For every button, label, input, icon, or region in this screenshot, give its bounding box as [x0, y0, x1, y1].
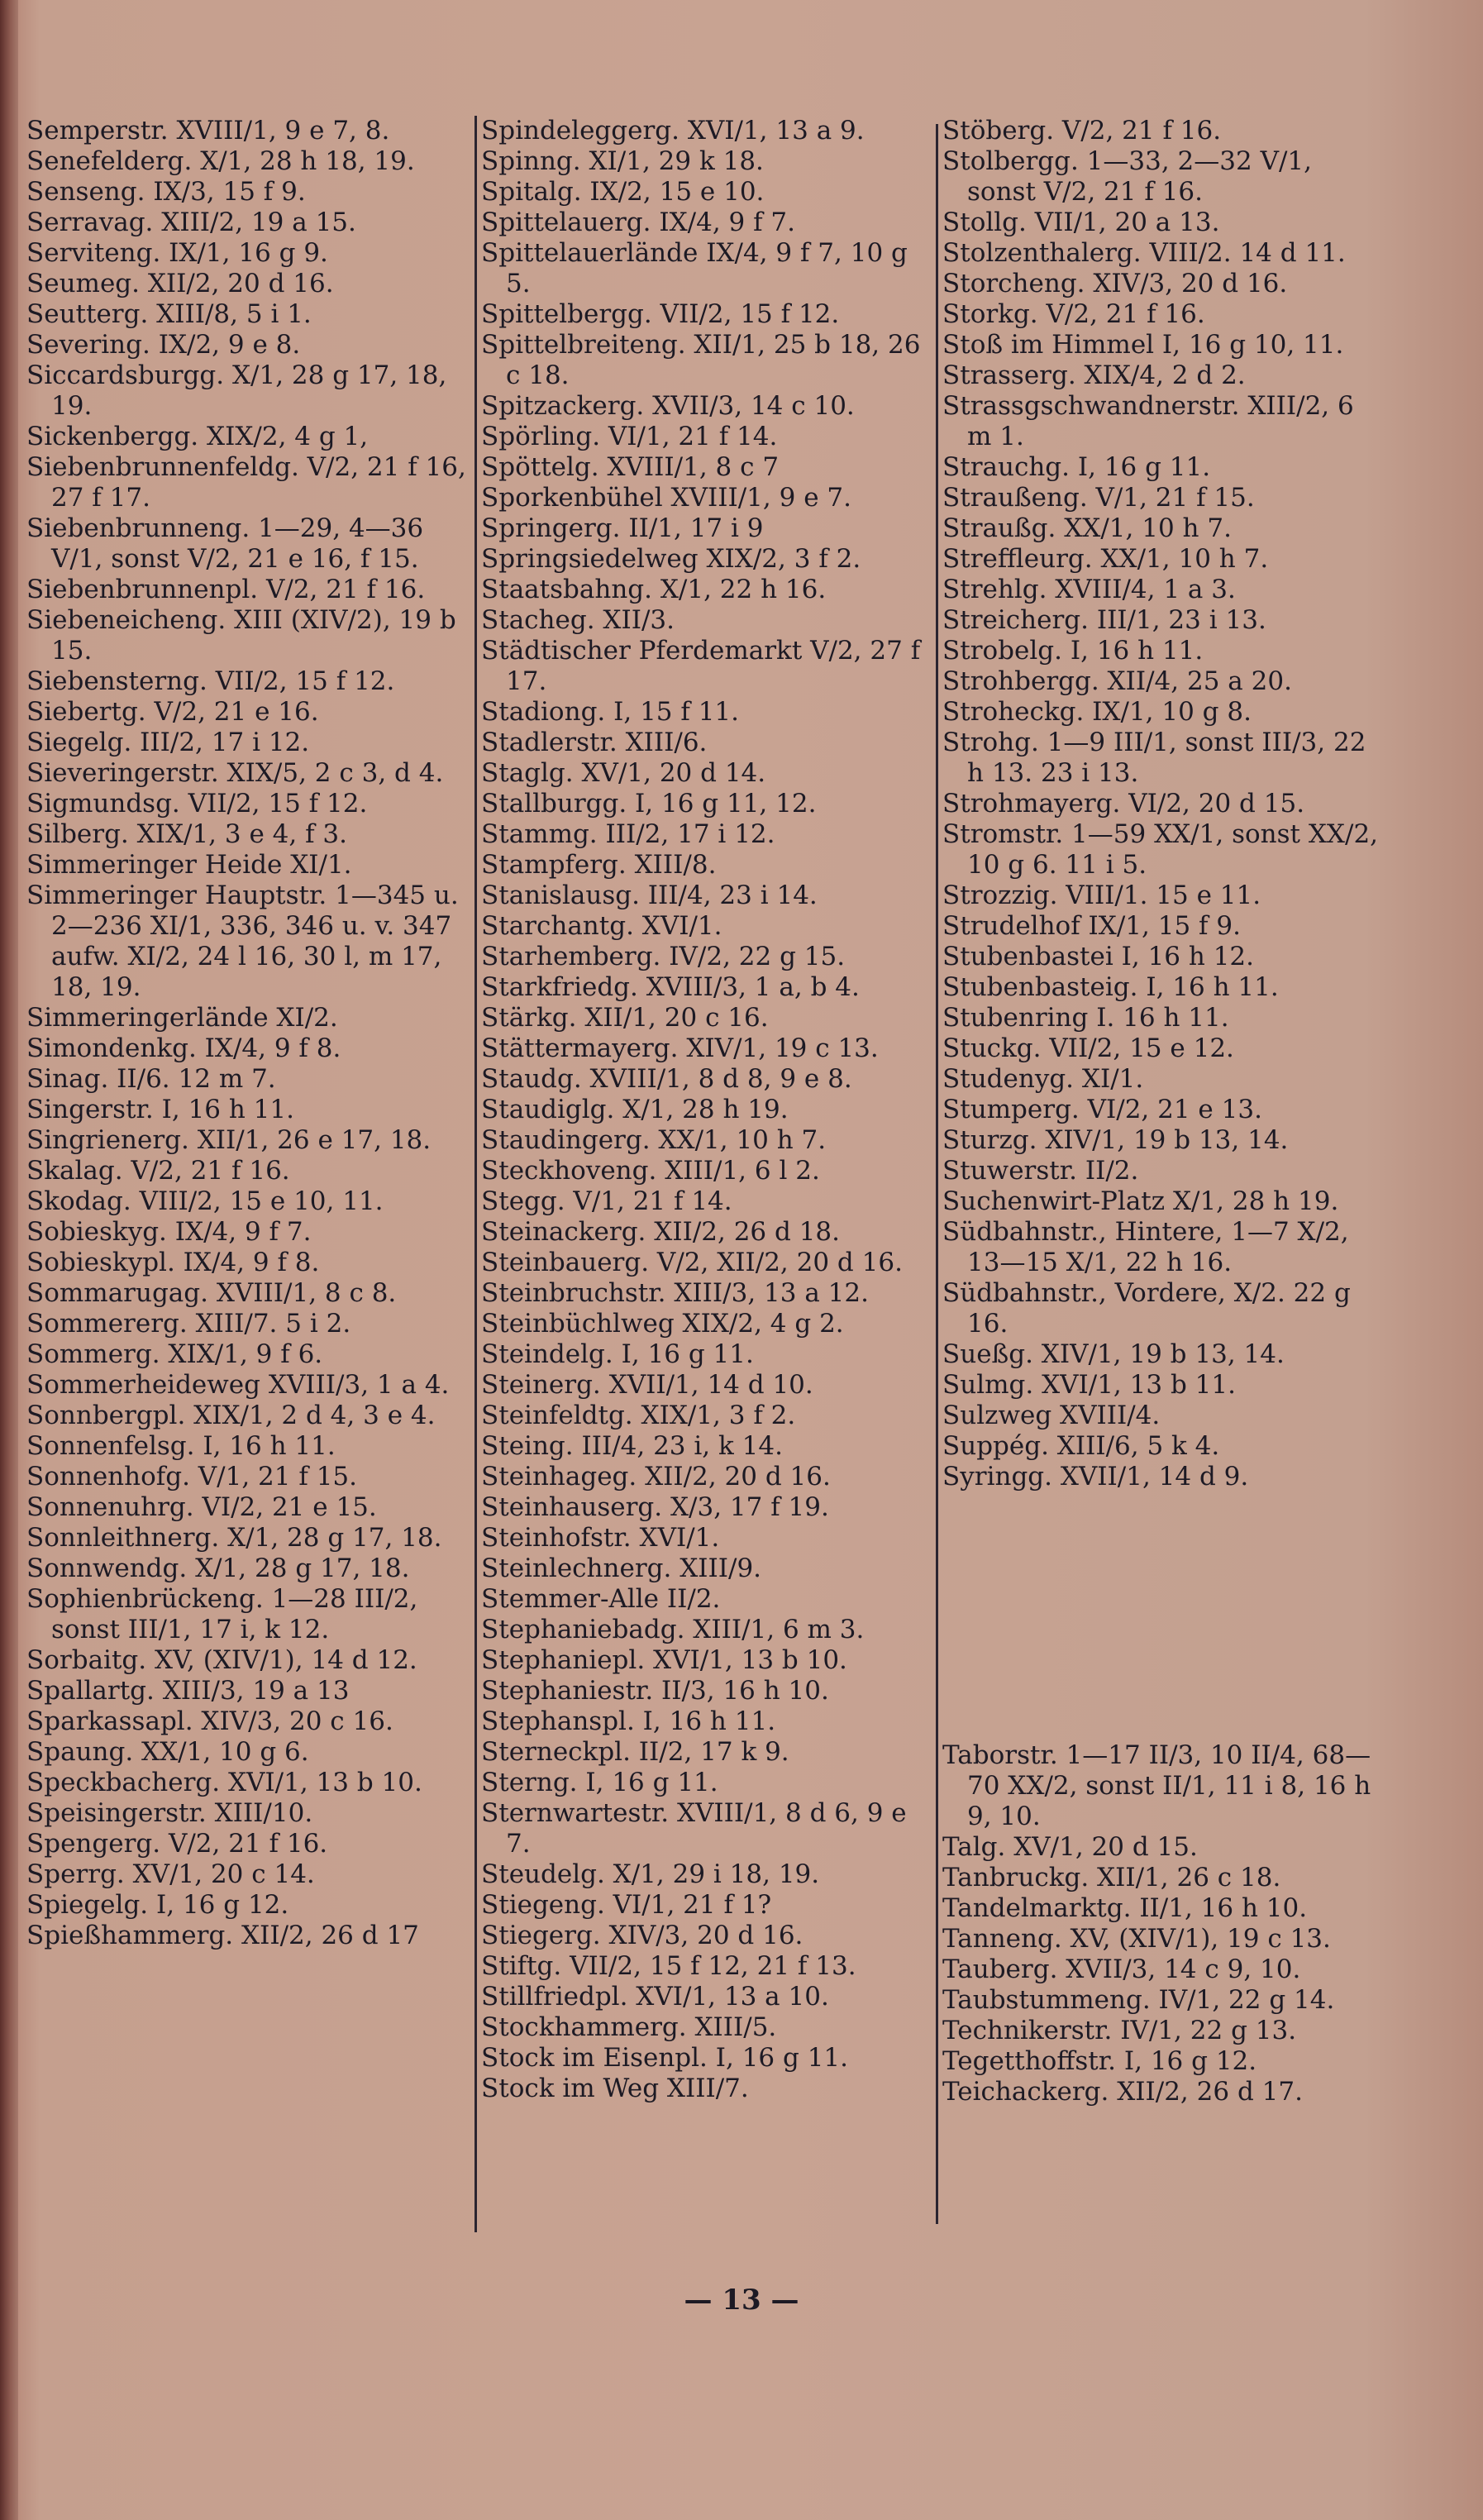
index-entry: Sparkassapl. XIV/3, 20 c 16.: [26, 1706, 393, 1736]
index-entry: Serviteng. IX/1, 16 g 9.: [26, 238, 328, 268]
index-entry: Simmeringer Heide XI/1.: [26, 850, 352, 880]
index-entry: Stättermayerg. XIV/1, 19 c 13.: [481, 1033, 879, 1063]
index-entry: Sonnwendg. X/1, 28 g 17, 18.: [26, 1554, 410, 1583]
index-entry: Sonnenfelsg. I, 16 h 11.: [26, 1431, 336, 1461]
book-binding: [0, 0, 18, 2520]
index-entry: Severing. IX/2, 9 e 8.: [26, 330, 301, 360]
index-entry: Spöttelg. XVIII/1, 8 c 7: [481, 452, 780, 482]
index-entry: Siebensterng. VII/2, 15 f 12.: [26, 666, 395, 696]
index-entry: Siccardsburgg. X/1, 28 g 17, 18, 19.: [26, 360, 447, 421]
index-entry: Stock im Eisenpl. I, 16 g 11.: [481, 2043, 849, 2073]
index-entry: Spitzackerg. XVII/3, 14 c 10.: [481, 391, 855, 421]
index-entry: Stillfriedpl. XVI/1, 13 a 10.: [481, 1982, 829, 2012]
index-entry: Sophienbrückeng. 1—28 III/2, sonst III/1, 17 i, k 12.: [26, 1584, 418, 1644]
index-entry: Steinhofstr. XVI/1.: [481, 1523, 720, 1553]
index-entry: Simmeringerlände XI/2.: [26, 1003, 338, 1033]
index-entry: Steudelg. X/1, 29 i 18, 19.: [481, 1859, 820, 1889]
index-entry: Staudiglg. X/1, 28 h 19.: [481, 1095, 789, 1124]
index-entry: Speckbacherg. XVI/1, 13 b 10.: [26, 1768, 422, 1797]
index-entry: Suchenwirt-Platz X/1, 28 h 19.: [942, 1186, 1339, 1216]
index-entry: Stumperg. VI/2, 21 e 13.: [942, 1095, 1262, 1124]
index-entry: Strohg. 1—9 III/1, sonst III/3, 22 h 13. 23 i 13.: [942, 728, 1366, 788]
index-entry: Siebenbrunnenfeldg. V/2, 21 f 16, 27 f 17.: [26, 452, 466, 513]
index-entry: Skalag. V/2, 21 f 16.: [26, 1156, 290, 1186]
index-entry: Sorbaitg. XV, (XIV/1), 14 d 12.: [26, 1645, 417, 1675]
index-entry: Stephaniebadg. XIII/1, 6 m 3.: [481, 1615, 865, 1644]
index-entry: Straußeng. V/1, 21 f 15.: [942, 483, 1255, 513]
index-entry: Sporkenbühel XVIII/1, 9 e 7.: [481, 483, 851, 513]
index-entry: Staudingerg. XX/1, 10 h 7.: [481, 1125, 827, 1155]
index-entry: Stephaniestr. II/3, 16 h 10.: [481, 1676, 829, 1706]
index-entry: Stadiong. I, 15 f 11.: [481, 697, 739, 727]
index-entry: Spindeleggerg. XVI/1, 13 a 9.: [481, 116, 865, 146]
index-entry: Spittelauerg. IX/4, 9 f 7.: [481, 208, 796, 237]
index-entry: Spittelbreiteng. XII/1, 25 b 18, 26 c 18.: [481, 330, 921, 390]
index-entry: Siegelg. III/2, 17 i 12.: [26, 728, 310, 757]
index-entry: Sommarugag. XVIII/1, 8 c 8.: [26, 1278, 397, 1308]
index-entry: Sueßg. XIV/1, 19 b 13, 14.: [942, 1339, 1285, 1369]
index-entry: Steinbauerg. V/2, XII/2, 20 d 16.: [481, 1248, 903, 1277]
index-entry: Stiegeng. VI/1, 21 f 1?: [481, 1890, 772, 1920]
index-column-2: [481, 116, 934, 2104]
index-entry: Spittelbergg. VII/2, 15 f 12.: [481, 299, 840, 329]
index-entry: Sturzg. XIV/1, 19 b 13, 14.: [942, 1125, 1289, 1155]
index-entry: Sulzweg XVIII/4.: [942, 1401, 1161, 1430]
index-entry: Steckhoveng. XIII/1, 6 l 2.: [481, 1156, 820, 1186]
index-entry: Sonnenuhrg. VI/2, 21 e 15.: [26, 1492, 377, 1522]
index-entry: Stuckg. VII/2, 15 e 12.: [942, 1033, 1234, 1063]
index-entry: Siebenbrunnenpl. V/2, 21 f 16.: [26, 575, 426, 604]
index-entry: Singerstr. I, 16 h 11.: [26, 1095, 294, 1124]
page-number: — 13 —: [684, 2284, 799, 2317]
index-entry: Stallburgg. I, 16 g 11, 12.: [481, 789, 817, 819]
index-entry: Steinfeldtg. XIX/1, 3 f 2.: [481, 1401, 796, 1430]
index-entry: Seumeg. XII/2, 20 d 16.: [26, 269, 334, 298]
index-entry: Taborstr. 1—17 II/3, 10 II/4, 68—70 XX/2, sonst II/1, 11 i 8, 16 h 9, 10.: [942, 1740, 1371, 1831]
index-column-3: [942, 116, 1380, 2107]
index-entry: Steinackerg. XII/2, 26 d 18.: [481, 1217, 840, 1247]
index-entry: Strohbergg. XII/4, 25 a 20.: [942, 666, 1292, 696]
index-entry: Stärkg. XII/1, 20 c 16.: [481, 1003, 769, 1033]
index-entry: Strehlg. XVIII/4, 1 a 3.: [942, 575, 1236, 604]
column-divider: [474, 116, 477, 2232]
index-entry: Steinbüchlweg XIX/2, 4 g 2.: [481, 1309, 844, 1339]
index-entry: Stubenbastei I, 16 h 12.: [942, 942, 1254, 971]
index-section-t: [942, 1740, 1380, 2107]
index-entry: Silberg. XIX/1, 3 e 4, f 3.: [26, 819, 347, 849]
index-entry: Stockhammerg. XIII/5.: [481, 2012, 777, 2042]
index-entry: Steinbruchstr. XIII/3, 13 a 12.: [481, 1278, 869, 1308]
index-entry: Strohmayerg. VI/2, 20 d 15.: [942, 789, 1305, 819]
index-entry: Sperrg. XV/1, 20 c 14.: [26, 1859, 315, 1889]
index-entry: Stromstr. 1—59 XX/1, sonst XX/2, 10 g 6. 11 i 5.: [942, 819, 1379, 880]
index-entry: Stegg. V/1, 21 f 14.: [481, 1186, 732, 1216]
index-entry: Spießhammerg. XII/2, 26 d 17: [26, 1921, 419, 1950]
index-entry: Sobieskypl. IX/4, 9 f 8.: [26, 1248, 320, 1277]
index-entry: Storkg. V/2, 21 f 16.: [942, 299, 1205, 329]
index-entry: Simondenkg. IX/4, 9 f 8.: [26, 1033, 341, 1063]
index-entry: Sinag. II/6. 12 m 7.: [26, 1064, 276, 1094]
index-entry: Siebenbrunneng. 1—29, 4—36 V/1, sonst V/2, 21 e 16, f 15.: [26, 513, 424, 574]
index-entry: Suppég. XIII/6, 5 k 4.: [942, 1431, 1220, 1461]
index-entry: Senefelderg. X/1, 28 h 18, 19.: [26, 146, 415, 176]
index-entry: Stadlerstr. XIII/6.: [481, 728, 708, 757]
index-entry: Stacheg. XII/3.: [481, 605, 675, 635]
index-entry: Singrienerg. XII/1, 26 e 17, 18.: [26, 1125, 432, 1155]
index-entry: Stemmer-Alle II/2.: [481, 1584, 721, 1614]
index-entry: Strassgschwandnerstr. XIII/2, 6 m 1.: [942, 391, 1354, 451]
index-entry: Stanislausg. III/4, 23 i 14.: [481, 881, 818, 910]
index-entry: Steinlechnerg. XIII/9.: [481, 1554, 762, 1583]
index-entry: Steinerg. XVII/1, 14 d 10.: [481, 1370, 813, 1400]
index-entry: Strozzig. VIII/1. 15 e 11.: [942, 881, 1261, 910]
index-entry: Stuwerstr. II/2.: [942, 1156, 1139, 1186]
index-entry: Siebertg. V/2, 21 e 16.: [26, 697, 319, 727]
index-entry: Sonnleithnerg. X/1, 28 g 17, 18.: [26, 1523, 442, 1553]
index-entry: Stolbergg. 1—33, 2—32 V/1, sonst V/2, 21 f 16.: [942, 146, 1312, 207]
index-entry: Staglg. XV/1, 20 d 14.: [481, 758, 766, 788]
index-entry: Stammg. III/2, 17 i 12.: [481, 819, 775, 849]
index-entry: Stubenring I. 16 h 11.: [942, 1003, 1229, 1033]
index-entry: Spengerg. V/2, 21 f 16.: [26, 1829, 328, 1859]
index-entry: Sickenbergg. XIX/2, 4 g 1,: [26, 422, 369, 451]
index-entry: Tauberg. XVII/3, 14 c 9, 10.: [942, 1954, 1301, 1984]
index-column-1: [26, 116, 473, 1951]
index-entry: Stöberg. V/2, 21 f 16.: [942, 116, 1222, 146]
index-entry: Tanbruckg. XII/1, 26 c 18.: [942, 1863, 1281, 1892]
index-entry: Staatsbahng. X/1, 22 h 16.: [481, 575, 827, 604]
index-entry: Springerg. II/1, 17 i 9: [481, 513, 764, 543]
index-entry: Storcheng. XIV/3, 20 d 16.: [942, 269, 1288, 298]
index-entry: Spittelauerlände IX/4, 9 f 7, 10 g 5.: [481, 238, 908, 298]
index-entry: Sobieskyg. IX/4, 9 f 7.: [26, 1217, 312, 1247]
index-entry: Talg. XV/1, 20 d 15.: [942, 1832, 1198, 1862]
section-gap: [942, 1492, 1380, 1740]
index-entry: Sulmg. XVI/1, 13 b 11.: [942, 1370, 1236, 1400]
index-entry: Springsiedelweg XIX/2, 3 f 2.: [481, 544, 861, 574]
index-entry: Spaung. XX/1, 10 g 6.: [26, 1737, 309, 1767]
index-entry: Steing. III/4, 23 i, k 14.: [481, 1431, 783, 1461]
index-entry: Sommerheideweg XVIII/3, 1 a 4.: [26, 1370, 450, 1400]
index-entry: Sternwartestr. XVIII/1, 8 d 6, 9 e 7.: [481, 1798, 907, 1859]
index-entry: Serravag. XIII/2, 19 a 15.: [26, 208, 356, 237]
index-entry: Sterneckpl. II/2, 17 k 9.: [481, 1737, 789, 1767]
index-entry: Strasserg. XIX/4, 2 d 2.: [942, 360, 1246, 390]
index-entry: Starkfriedg. XVIII/3, 1 a, b 4.: [481, 972, 860, 1002]
index-entry: Taubstummeng. IV/1, 22 g 14.: [942, 1985, 1335, 2015]
index-entry: Spitalg. IX/2, 15 e 10.: [481, 177, 765, 207]
index-entry: Stoß im Himmel I, 16 g 10, 11.: [942, 330, 1344, 360]
index-entry: Stephaniepl. XVI/1, 13 b 10.: [481, 1645, 847, 1675]
index-entry: Stock im Weg XIII/7.: [481, 2074, 749, 2103]
index-entry: Spiegelg. I, 16 g 12.: [26, 1890, 289, 1920]
index-entry: Teichackerg. XII/2, 26 d 17.: [942, 2077, 1303, 2107]
index-entry: Seutterg. XIII/8, 5 i 1.: [26, 299, 312, 329]
index-entry: Stampferg. XIII/8.: [481, 850, 717, 880]
index-entry: Steinhageg. XII/2, 20 d 16.: [481, 1462, 831, 1491]
index-entry: Straußg. XX/1, 10 h 7.: [942, 513, 1232, 543]
index-entry: Syringg. XVII/1, 14 d 9.: [942, 1462, 1249, 1491]
index-entry: Staudg. XVIII/1, 8 d 8, 9 e 8.: [481, 1064, 852, 1094]
index-entry: Simmeringer Hauptstr. 1—345 u. 2—236 XI/1, 336, 346 u. v. 347 aufw. XI/2, 24 l 16, 30 l, m 17, 18, 19.: [26, 881, 459, 1002]
index-entry: Sommererg. XIII/7. 5 i 2.: [26, 1309, 351, 1339]
index-entry: Stolzenthalerg. VIII/2. 14 d 11.: [942, 238, 1346, 268]
index-entry: Streicherg. III/1, 23 i 13.: [942, 605, 1266, 635]
index-entry: Strobelg. I, 16 h 11.: [942, 636, 1204, 666]
index-entry: Sonnenhofg. V/1, 21 f 15.: [26, 1462, 357, 1491]
index-entry: Sommerg. XIX/1, 9 f 6.: [26, 1339, 323, 1369]
index-entry: Sonnbergpl. XIX/1, 2 d 4, 3 e 4.: [26, 1401, 436, 1430]
index-entry: Südbahnstr., Hintere, 1—7 X/2, 13—15 X/1, 22 h 16.: [942, 1217, 1349, 1277]
index-entry: Tegetthoffstr. I, 16 g 12.: [942, 2046, 1257, 2076]
index-entry: Stephanspl. I, 16 h 11.: [481, 1706, 776, 1736]
index-entry: Technikerstr. IV/1, 22 g 13.: [942, 2016, 1297, 2045]
index-entry: Sigmundsg. VII/2, 15 f 12.: [26, 789, 368, 819]
index-entry: Starchantg. XVI/1.: [481, 911, 722, 941]
index-entry: Senseng. IX/3, 15 f 9.: [26, 177, 306, 207]
index-entry: Steinhauserg. X/3, 17 f 19.: [481, 1492, 829, 1522]
index-entry: Speisingerstr. XIII/10.: [26, 1798, 313, 1828]
index-entry: Strauchg. I, 16 g 11.: [942, 452, 1211, 482]
index-entry: Spörling. VI/1, 21 f 14.: [481, 422, 778, 451]
index-entry: Stollg. VII/1, 20 a 13.: [942, 208, 1220, 237]
index-entry: Semperstr. XVIII/1, 9 e 7, 8.: [26, 116, 390, 146]
index-entry: Städtischer Pferdemarkt V/2, 27 f 17.: [481, 636, 921, 696]
index-entry: Strudelhof IX/1, 15 f 9.: [942, 911, 1241, 941]
index-entry: Skodag. VIII/2, 15 e 10, 11.: [26, 1186, 384, 1216]
index-section-s: [942, 116, 1380, 1492]
index-entry: Sieveringerstr. XIX/5, 2 c 3, d 4.: [26, 758, 444, 788]
index-entry: Südbahnstr., Vordere, X/2. 22 g 16.: [942, 1278, 1351, 1339]
index-entry: Stiftg. VII/2, 15 f 12, 21 f 13.: [481, 1951, 856, 1981]
index-entry: Spinng. XI/1, 29 k 18.: [481, 146, 764, 176]
index-entry: Stiegerg. XIV/3, 20 d 16.: [481, 1921, 803, 1950]
index-entry: Stroheckg. IX/1, 10 g 8.: [942, 697, 1252, 727]
index-entry: Steindelg. I, 16 g 11.: [481, 1339, 754, 1369]
index-entry: Stubenbasteig. I, 16 h 11.: [942, 972, 1279, 1002]
index-entry: Streffleurg. XX/1, 10 h 7.: [942, 544, 1269, 574]
index-entry: Spallartg. XIII/3, 19 a 13: [26, 1676, 350, 1706]
index-entry: Starhemberg. IV/2, 22 g 15.: [481, 942, 846, 971]
index-entry: Sterng. I, 16 g 11.: [481, 1768, 718, 1797]
index-entry: Siebeneicheng. XIII (XIV/2), 19 b 15.: [26, 605, 456, 666]
index-entry: Studenyg. XI/1.: [942, 1064, 1144, 1094]
index-entry: Tanneng. XV, (XIV/1), 19 c 13.: [942, 1924, 1331, 1954]
index-entry: Tandelmarktg. II/1, 16 h 10.: [942, 1893, 1308, 1923]
column-divider: [936, 124, 938, 2224]
